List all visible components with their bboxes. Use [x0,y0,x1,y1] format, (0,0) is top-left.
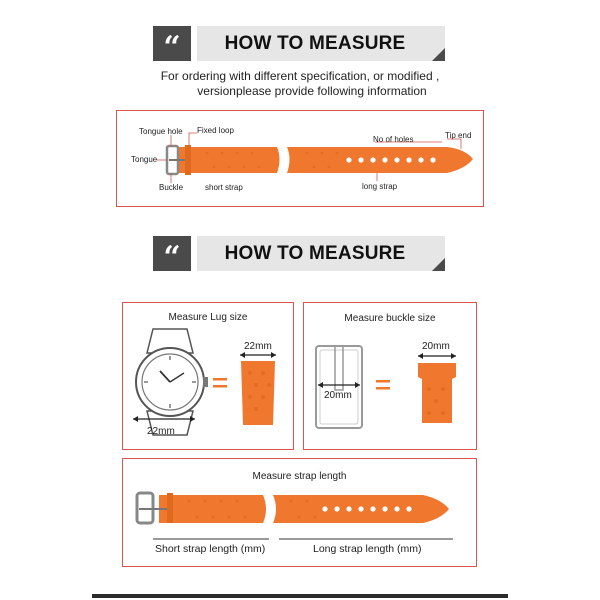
intro-line-1: For ordering with different specification, or modified , [160,69,440,83]
label-tongue-hole: Tongue hole [139,127,183,136]
fixed-loop-leader [189,133,197,145]
label-short-strap: short strap [205,183,243,192]
buckle-size-title: Measure buckle size [344,313,436,324]
bottom-divider [92,594,508,598]
quote-icon: “ [153,236,191,271]
buckle-drawing [304,303,478,451]
label-fixed-loop: Fixed loop [197,126,234,135]
banner-title: HOW TO MEASURE [224,33,406,54]
label-tip-end: Tip end [445,131,472,140]
corner-triangle-icon [432,48,445,61]
lug-size-panel [122,302,294,450]
long-strap-length-label: Long strap length (mm) [313,543,422,555]
buckle-width: 20mm [324,390,352,401]
strap-length-title: Measure strap length [252,471,347,482]
fixed-loop-shape [167,493,173,523]
long-strap-shape [287,147,473,173]
label-buckle: Buckle [159,183,184,192]
buckle-size-panel [303,302,477,450]
banner-title: HOW TO MEASURE [224,243,406,264]
section-banner-2 [153,236,445,275]
intro-line-2: versionplease provide following information [197,84,427,98]
short-strap-shape [177,147,280,173]
label-no-of-holes: No of holes [373,135,414,144]
label-long-strap: long strap [362,182,398,191]
buckle-strap-width: 20mm [422,341,450,352]
lug-strap-piece [241,361,275,425]
strap-parts-panel [116,110,484,207]
short-strap-length-label: Short strap length (mm) [155,543,266,555]
lug-strap-width: 22mm [244,341,272,352]
strap-length-panel [122,458,477,567]
short-strap-shape [159,495,266,523]
lug-watch-width: 22mm [147,426,175,437]
watch-crown-icon [203,377,208,387]
lug-size-title: Measure Lug size [168,312,248,323]
quote-icon: “ [153,26,191,61]
fixed-loop-shape [185,145,191,175]
buckle-tongue-shape [335,346,343,390]
corner-triangle-icon [432,258,445,271]
strap-parts-drawing [117,111,485,208]
section-banner-1 [153,26,445,65]
buckle-strap-piece [418,363,456,423]
label-tongue: Tongue [131,155,158,164]
